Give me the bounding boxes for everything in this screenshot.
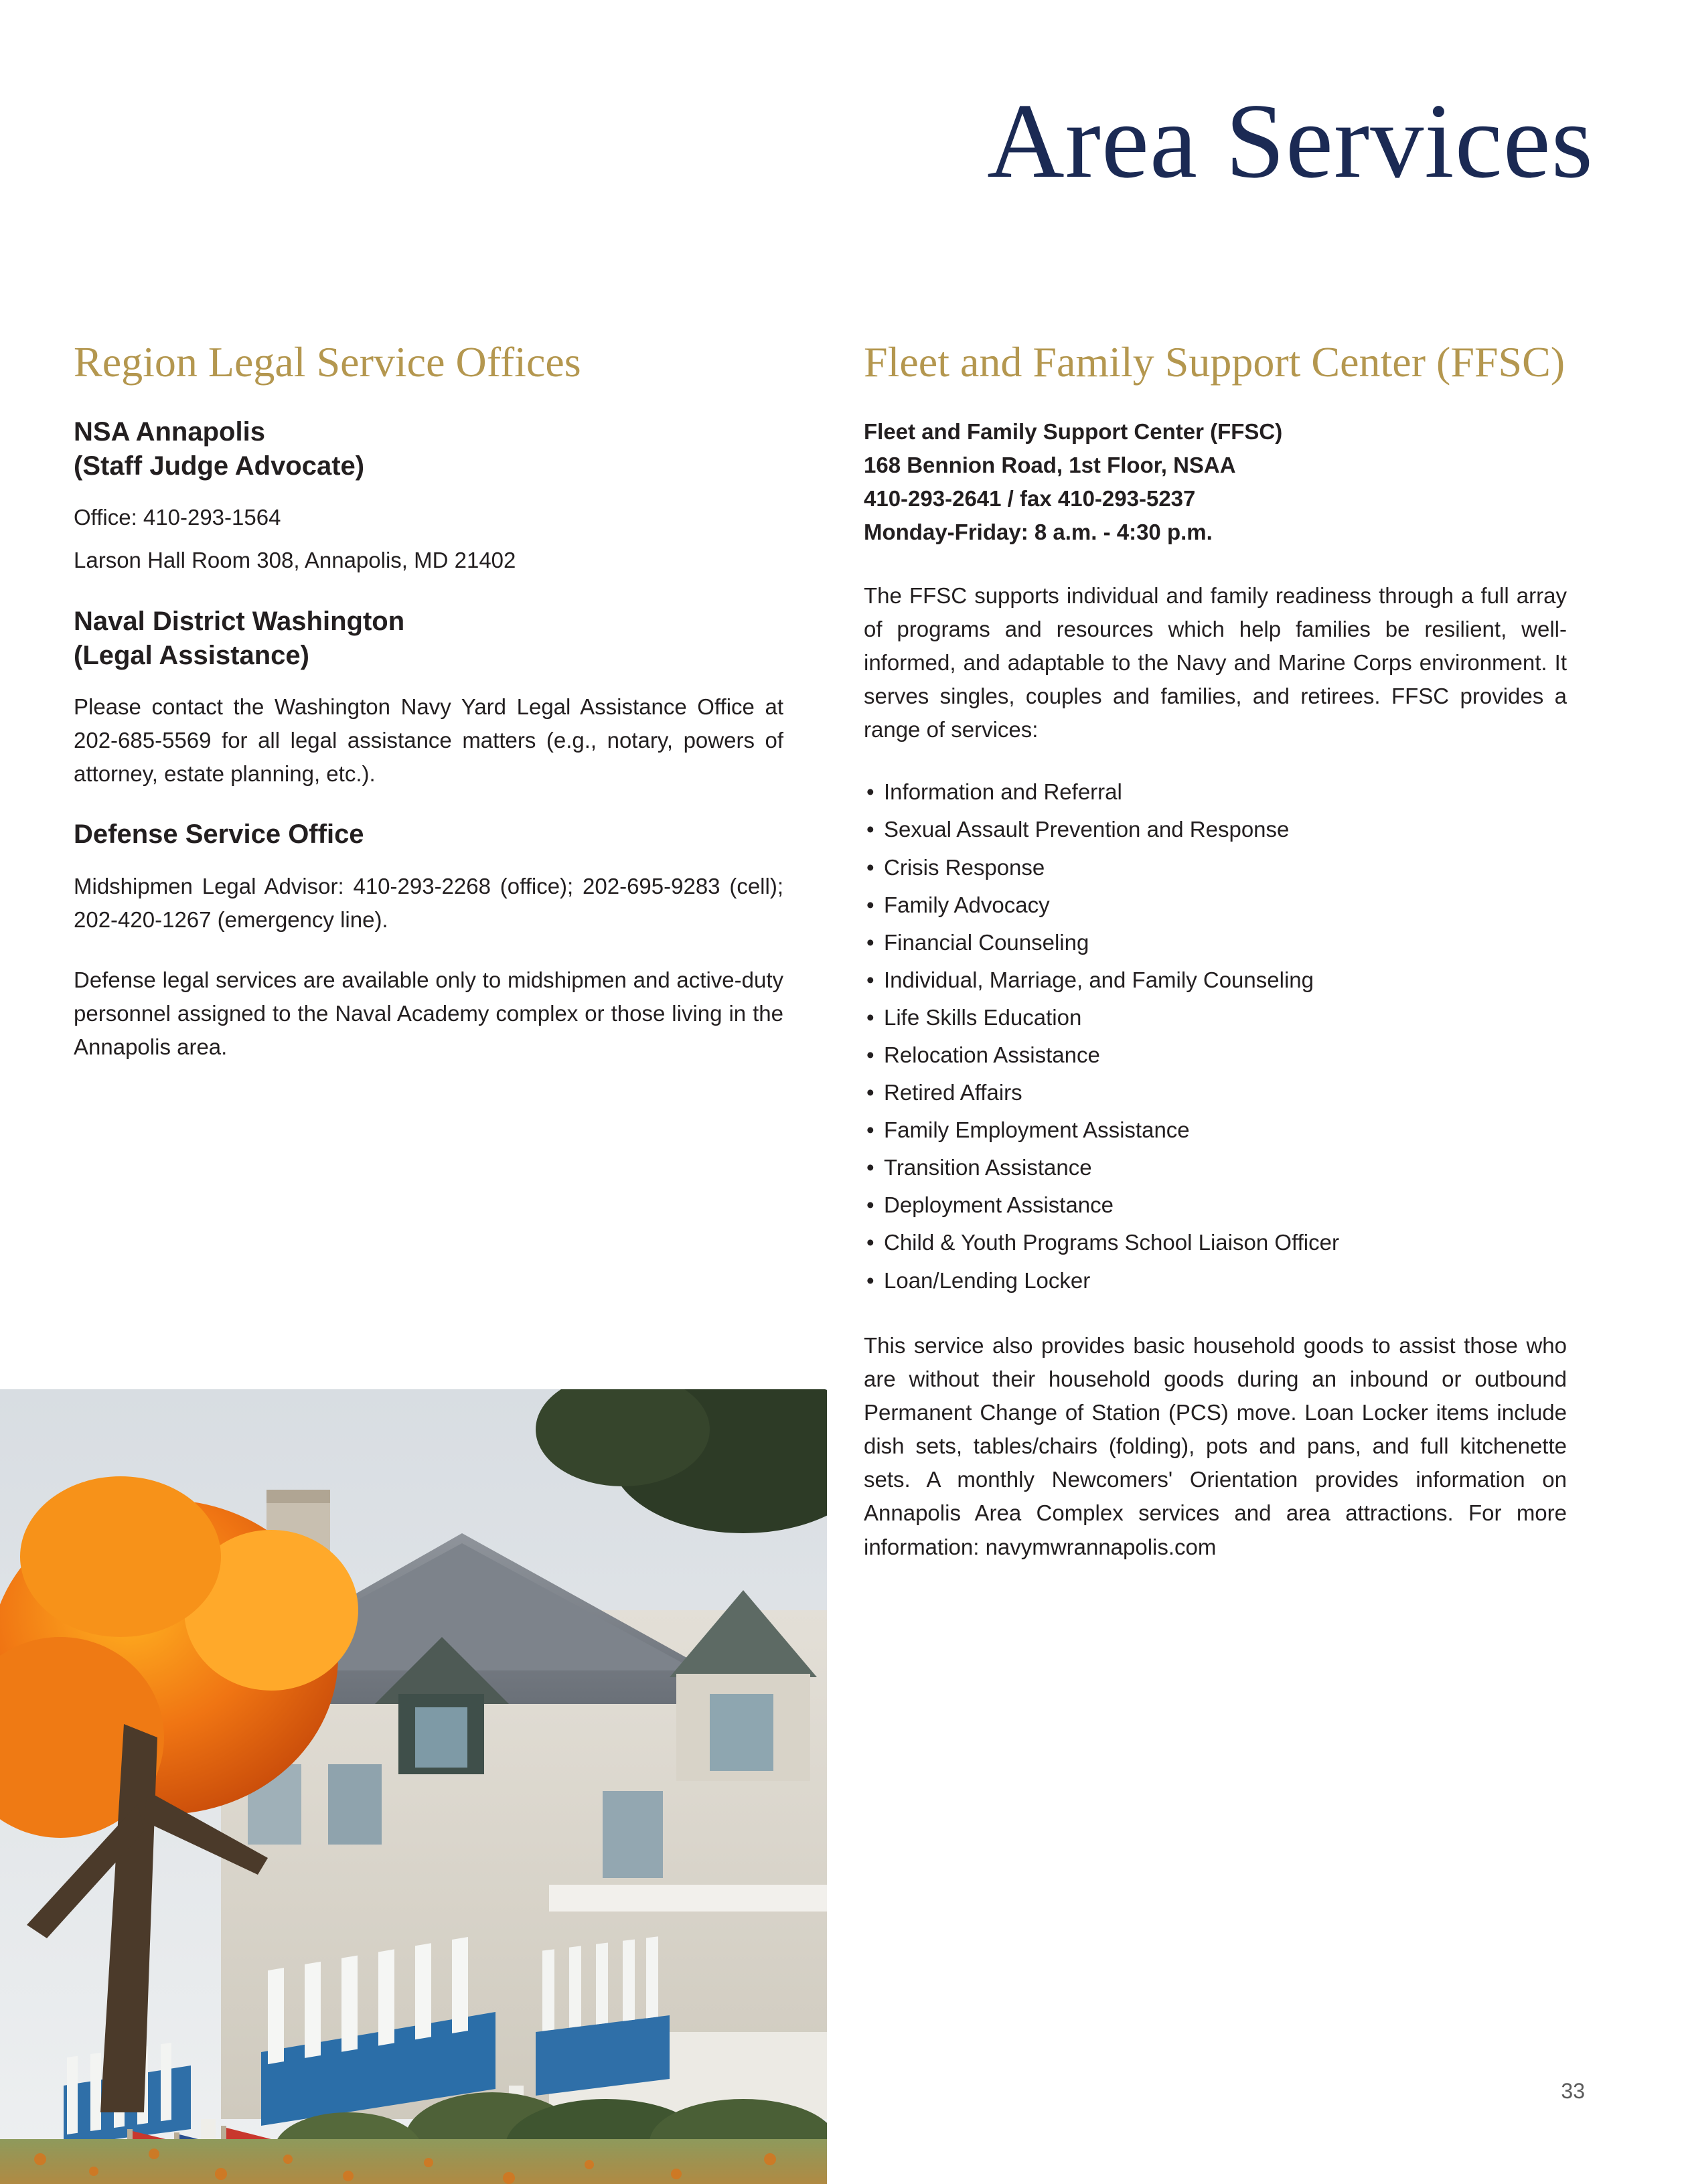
nsa-office-phone: Office: 410-293-1564: [74, 505, 281, 530]
subheading-line-1: Defense Service Office: [74, 820, 364, 850]
list-item: • Family Advocacy: [864, 886, 1567, 924]
right-column: [864, 335, 1567, 1591]
list-item: • Retired Affairs: [864, 1074, 1567, 1111]
list-item: • Relocation Assistance: [864, 1036, 1567, 1074]
list-item: • Deployment Assistance: [864, 1186, 1567, 1224]
ffsc-contact-block: [864, 415, 1567, 550]
ffsc-hours: Monday-Friday: 8 a.m. - 4:30 p.m.: [864, 520, 1213, 545]
subheading-nsa-annapolis: [74, 415, 783, 483]
subheading-line-2: (Staff Judge Advocate): [74, 451, 365, 481]
ffsc-name: Fleet and Family Support Center (FFSC): [864, 418, 1283, 444]
list-item: • Information and Referral: [864, 773, 1567, 811]
defense-paragraph-2: Defense legal services are available only to midshipmen and active-duty personnel assigned to the Naval Academy complex or those living in the Annapolis area.: [74, 967, 783, 1060]
block-defense-service-office: [74, 817, 783, 1064]
ffsc-intro-paragraph: The FFSC supports individual and family readiness through a full array of programs and resources which help families be resilient, well-informed, and adaptable to the Navy and Marine Corps environment. It serves singles, couples and families, and retirees. FFSC provides a range of services:: [864, 582, 1567, 743]
list-item: • Loan/Lending Locker: [864, 1262, 1567, 1300]
list-item: • Child & Youth Programs School Liaison Officer: [864, 1224, 1567, 1261]
subheading-line-2: (Legal Assistance): [74, 640, 309, 670]
section-heading-ffsc: Fleet and Family Support Center (FFSC): [864, 338, 1565, 386]
defense-paragraph-1: Midshipmen Legal Advisor: 410-293-2268 (office); 202-695-9283 (cell); 202-420-1267 (emergency line).: [74, 873, 783, 932]
ffsc-services-list: [864, 773, 1567, 1299]
list-item: • Individual, Marriage, and Family Counseling: [864, 961, 1567, 999]
ffsc-closing-paragraph: This service also provides basic household goods to assist those who are without their household goods during an inbound or outbound Permanent Change of Station (PCS) move. Loan Locker items include dish sets, tables/chairs (folding), pots and pans, and full kitchenette sets. A monthly Newcomers' Orientation provides information on Annapolis Area Complex services and area attractions. For more information: navymwrannapolis.com: [864, 1332, 1567, 1559]
list-item: • Financial Counseling: [864, 924, 1567, 961]
nsa-address: Larson Hall Room 308, Annapolis, MD 21402: [74, 548, 516, 573]
subheading-naval-district-washington: [74, 605, 783, 673]
photo-autumn-street-scene: [0, 1389, 827, 2184]
photo-illustration: [0, 1389, 827, 2184]
list-item: • Life Skills Education: [864, 999, 1567, 1036]
list-item: • Crisis Response: [864, 849, 1567, 886]
page-number: 33: [1561, 2079, 1585, 2103]
left-column: [74, 335, 783, 1091]
block-naval-district-washington: [74, 605, 783, 791]
ffsc-address: 168 Bennion Road, 1st Floor, NSAA: [864, 453, 1236, 478]
ffsc-phone: 410-293-2641 / fax 410-293-5237: [864, 486, 1196, 512]
list-item: • Transition Assistance: [864, 1149, 1567, 1186]
page-title: Area Services: [987, 81, 1594, 200]
naval-district-paragraph: Please contact the Washington Navy Yard Legal Assistance Office at 202-685-5569 for all legal assistance matters (e.g., notary, powers of attorney, estate planning, etc.).: [74, 694, 783, 787]
list-item: • Family Employment Assistance: [864, 1111, 1567, 1149]
block-nsa-annapolis: [74, 415, 783, 578]
subheading-line-1: NSA Annapolis: [74, 416, 265, 447]
list-item: • Sexual Assault Prevention and Response: [864, 811, 1567, 848]
section-heading-region-legal: Region Legal Service Offices: [74, 338, 581, 386]
subheading-defense-service-office: [74, 817, 783, 852]
subheading-line-1: Naval District Washington: [74, 606, 405, 636]
